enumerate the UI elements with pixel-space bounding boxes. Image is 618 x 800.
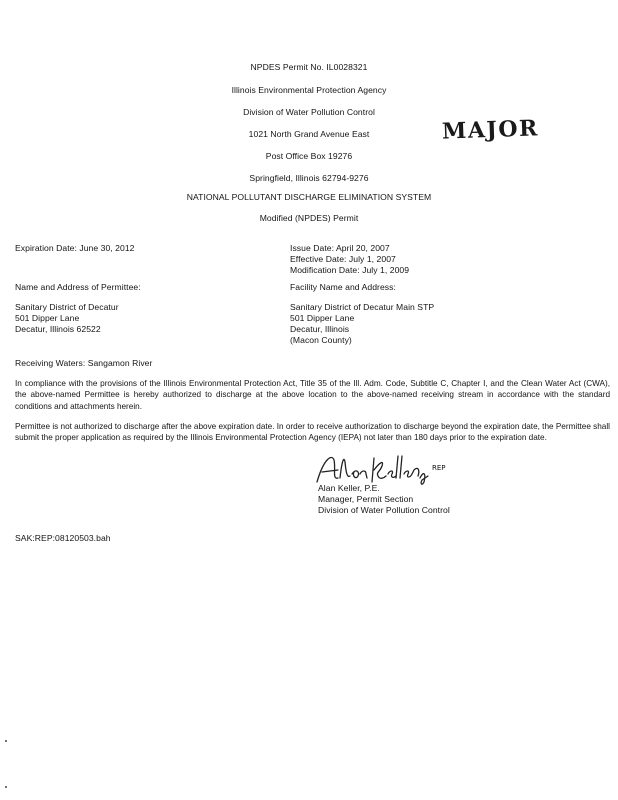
file-reference: SAK:REP:08120503.bah [15, 533, 111, 543]
compliance-paragraph: In compliance with the provisions of the Illinois Environmental Protection Act, Title 35 of the Ill. Adm. Code, Subtitle C, Chapter I, and the Clean Water Act (CWA), the above-named Permittee is hereby authorized to discharge at the above location to the above-named receiving stream in accordance with the standard conditions and attachments herein. [15, 379, 610, 411]
permittee-line: Decatur, Illinois 62522 [15, 324, 101, 334]
system-title: NATIONAL POLLUTANT DISCHARGE ELIMINATION SYSTEM [186, 192, 432, 202]
city-state-zip: Springfield, Illinois 62794-9276 [249, 173, 369, 183]
permittee-line: Sanitary District of Decatur [15, 302, 119, 312]
street-address: 1021 North Grand Avenue East [248, 129, 370, 139]
effective-date: Effective Date: July 1, 2007 [290, 254, 396, 264]
agency-name: Illinois Environmental Protection Agency [231, 85, 387, 95]
signature-initials: REP [432, 464, 446, 472]
facility-line: Decatur, Illinois [290, 324, 350, 334]
division-name: Division of Water Pollution Control [243, 107, 375, 117]
expiration-date: Expiration Date: June 30, 2012 [15, 243, 135, 253]
signer-division: Division of Water Pollution Control [318, 505, 450, 515]
permit-number: NPDES Permit No. IL0028321 [250, 62, 368, 72]
facility-heading: Facility Name and Address: [290, 282, 396, 292]
facility-line: Sanitary District of Decatur Main STP [290, 302, 435, 312]
permittee-line: 501 Dipper Lane [15, 313, 80, 323]
expiration-paragraph: Permittee is not authorized to discharge after the above expiration date. In order to receive authorization to discharge beyond the expiration date, the Permittee shall submit the proper application as required by the Illinois Environmental Protection Agency (IEPA) not later than 180 days prior to the expiration date. [15, 422, 610, 443]
receiving-waters: Receiving Waters: Sangamon River [15, 358, 153, 368]
signer-title: Manager, Permit Section [318, 494, 414, 504]
facility-line: (Macon County) [290, 335, 352, 345]
issue-date: Issue Date: April 20, 2007 [290, 243, 390, 253]
modification-date: Modification Date: July 1, 2009 [290, 265, 410, 275]
signer-name: Alan Keller, P.E. [318, 483, 380, 493]
major-stamp: MAJOR [441, 115, 540, 145]
permittee-heading: Name and Address of Permittee: [15, 282, 141, 292]
po-box: Post Office Box 19276 [265, 151, 353, 161]
permit-type: Modified (NPDES) Permit [259, 213, 359, 223]
scan-speck [5, 786, 7, 788]
scan-speck [5, 740, 7, 742]
facility-line: 501 Dipper Lane [290, 313, 355, 323]
